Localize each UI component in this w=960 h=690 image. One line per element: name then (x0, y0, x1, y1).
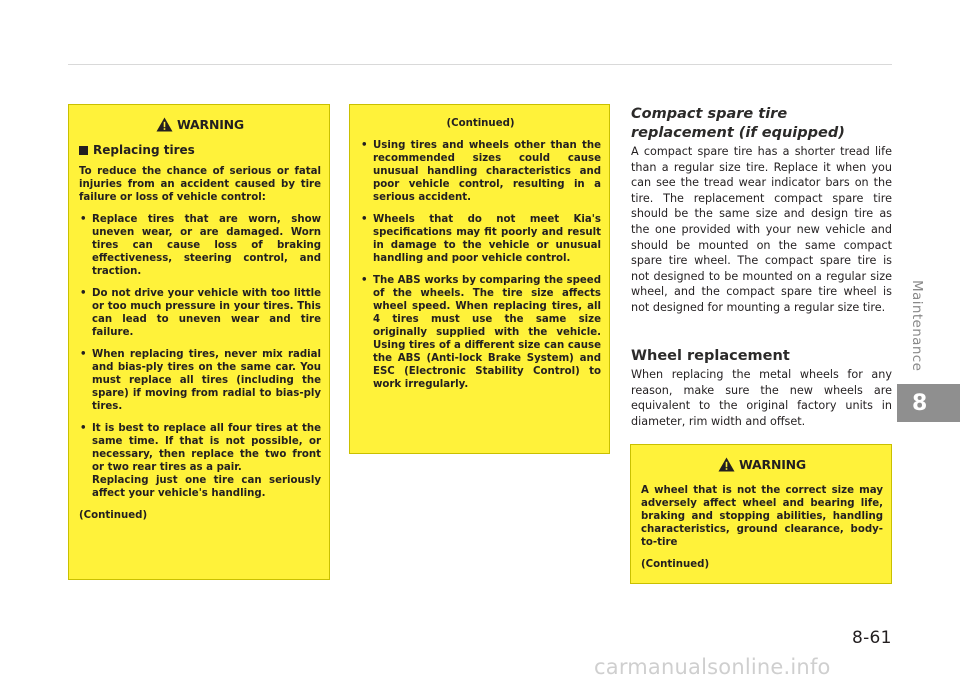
bullet-text: The ABS works by comparing the speed of the wheels. The tire size affects wheel speed. When replacing tires, all 4 tires must use the same size originally supplied with the vehicle. Using tires of a different size can cause the ABS (Anti-lock Brake System) and ESC (Electronic Stability Control) to work irregularly. (373, 275, 601, 390)
warning-intro: To reduce the chance of serious or fatal injuries from an accident caused by tire failure or loss of vehicle control: (79, 166, 321, 203)
warning-box-wheel-size (630, 444, 892, 584)
section-label: Maintenance (909, 280, 925, 372)
bullet-item: • The ABS works by comparing the speed of the wheels. The tire size affects wheel speed. When replacing tires, all 4 tires must use the same size originally supplied with the vehicle. Using tires of a different size can cause the ABS (Anti-lock Brake System) and ESC (Electronic Stability Control) to work irregularly. (361, 275, 601, 390)
bullet-text: Replace tires that are worn, show uneven wear, or are damaged. Worn tires can cause loss of braking effectiveness, steering control, and traction. (92, 214, 321, 277)
bullet-item: • Do not drive your vehicle with too little or too much pressure in your tires. This can lead to uneven wear and tire failure. (80, 288, 321, 338)
bullet-item: • Replace tires that are worn, show uneven wear, or are damaged. Worn tires can cause loss of braking effectiveness, steering control, and traction. (80, 214, 321, 277)
bullet-text: Do not drive your vehicle with too little or too much pressure in your tires. This can lead to uneven wear and tire failure. (92, 288, 321, 338)
square-bullet-icon (79, 146, 88, 155)
bullet-text: When replacing tires, never mix radial and bias-ply tires on the same car. You must replace all tires (including the spare) if moving from radial to bias-ply tires. (92, 349, 321, 412)
continued-label: (Continued) (79, 510, 148, 521)
warning-subtitle (79, 144, 321, 157)
wheel-replacement-paragraph: When replacing the metal wheels for any reason, make sure the new wheels are equivalent to the original factory units in diameter, rim width and offset. (631, 368, 892, 428)
warning-header (79, 117, 321, 132)
bullet-extra-text: Replacing just one tire can seriously affect your vehicle's handling. (92, 475, 321, 499)
subtitle-text: Replacing tires (93, 143, 195, 157)
bullet-text: It is best to replace all four tires at the same time. If that is not possible, or necessary, then replace the two front or two rear tires as a pair. (92, 423, 321, 473)
warning-box-continued (349, 104, 610, 454)
wheel-replacement-heading: Wheel replacement (631, 348, 790, 364)
warning-bullet-list (360, 139, 601, 391)
warning-text: A wheel that is not the correct size may adversely affect wheel and bearing life, braking and stopping abilities, handling characteristics, ground clearance, body-to-tire (641, 485, 883, 548)
bullet-text: Wheels that do not meet Kia's specifications may fit poorly and result in damage to the vehicle or unusual handling and poor vehicle control. (373, 214, 601, 264)
bullet-item: • Wheels that do not meet Kia's specifications may fit poorly and result in damage to the vehicle or unusual handling and poor vehicle control. (361, 214, 601, 264)
continued-label: (Continued) (446, 118, 515, 129)
warning-bullet-list (79, 213, 321, 500)
warning-title: WARNING (739, 457, 806, 472)
page-number: 8-61 (852, 628, 892, 648)
warning-box-replacing-tires (68, 104, 330, 580)
top-divider (68, 64, 892, 65)
watermark: carmanualsonline.info (594, 655, 831, 679)
warning-triangle-icon (156, 117, 173, 132)
bullet-text: Using tires and wheels other than the recommended sizes could cause unusual handling characteristics and poor vehicle control, resulting in a serious accident. (373, 140, 601, 203)
bullet-item: • When replacing tires, never mix radial and bias-ply tires on the same car. You must replace all tires (including the spare) if moving from radial to bias-ply tires. (80, 349, 321, 412)
bullet-item: • Using tires and wheels other than the recommended sizes could cause unusual handling characteristics and poor vehicle control, resulting in a serious accident. (361, 140, 601, 203)
compact-spare-heading: Compact spare tire replacement (if equipped) (631, 106, 845, 141)
warning-title: WARNING (177, 117, 244, 132)
bullet-item: • It is best to replace all four tires at the same time. If that is not possible, or necessary, then replace the two front or two rear tires as a pair. Replacing just one tire can seriously affect your vehicle's handling. (80, 423, 321, 499)
warning-triangle-icon (718, 457, 735, 472)
chapter-tab[interactable]: 8 (897, 384, 960, 422)
continued-label: (Continued) (641, 559, 710, 570)
warning-header (641, 457, 883, 472)
compact-spare-paragraph: A compact spare tire has a shorter tread life than a regular size tire. Replace it when you can see the tread wear indicator bars on the tire. The replacement compact spare tire should be the same size and design tire as the one provided with your new vehicle and should be mounted on the same compact spare tire wheel. The compact spare tire is not designed to be mounted on a regular size wheel, and the compact spare tire wheel is not designed for mounting a regular size tire. (631, 145, 892, 314)
